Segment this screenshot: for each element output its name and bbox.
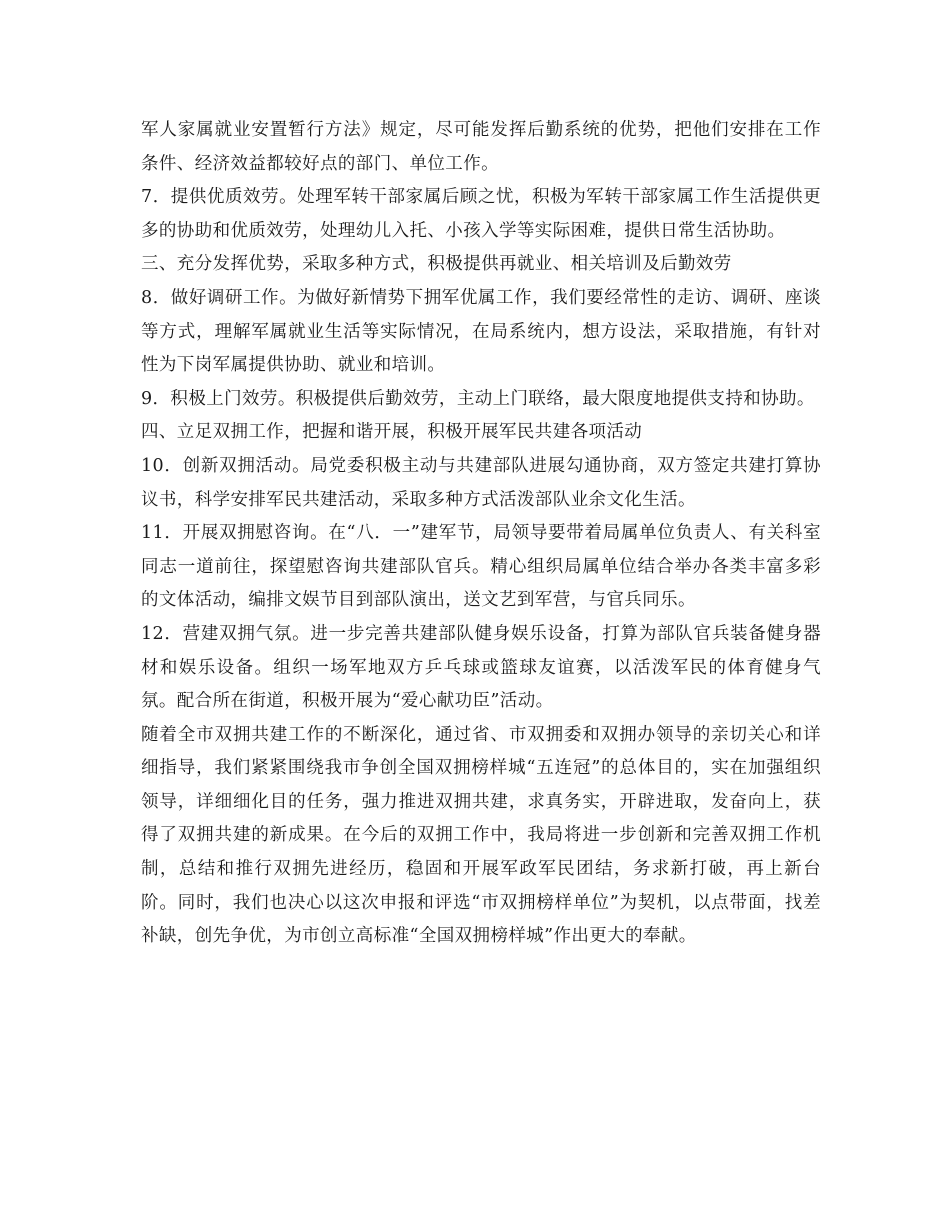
paragraph-item-10: 10．创新双拥活动。局党委积极主动与共建部队进展勾通协商，双方签定共建打算协议书，科学安排军民共建活动，采取多种方式活泼部队业余文化生活。	[141, 455, 821, 510]
paragraph-continuation: 军人家属就业安置暂行方法》规定，尽可能发挥后勤系统的优势，把他们安排在工作条件、经济效益都较好点的部门、单位工作。	[141, 120, 821, 174]
paragraph-item-11: 11．开展双拥慰咨询。在“八．一”建军节，局领导要带着局属单位负责人、有关科室同志一道前往，探望慰咨询共建部队官兵。精心组织局属单位结合举办各类丰富多彩的文体活动，编排文娱节目到部队演出，送文艺到军营，与官兵同乐。	[141, 523, 821, 611]
paragraph-item-8: 8．做好调研工作。为做好新情势下拥军优属工作，我们要经常性的走访、调研、座谈等方式，理解军属就业生活等实际情况，在局系统内，想方设法，采取措施，有针对性为下岗军属提供协助、就业和培训。	[141, 287, 821, 376]
paragraph-item-7: 7．提供优质效劳。处理军转干部家属后顾之忧，积极为军转干部家属工作生活提供更多的协助和优质效劳，处理幼儿入托、小孩入学等实际困难，提供日常生活协助。	[141, 187, 821, 241]
paragraph-item-9: 9．积极上门效劳。积极提供后勤效劳，主动上门联络，最大限度地提供支持和协助。	[141, 388, 815, 409]
paragraph-conclusion: 随着全市双拥共建工作的不断深化，通过省、市双拥委和双拥办领导的亲切关心和详细指导，我们紧紧围绕我市争创全国双拥榜样城“五连冠”的总体目的，实在加强组织领导，详细细化目的任务，强力推进双拥共建，求真务实，开辟进取，发奋向上，获得了双拥共建的新成果。在今后的双拥工作中，我局将进一步创新和完善双拥工作机制，总结和推行双拥先进经历，稳固和开展军政军民团结，务求新打破，再上新台阶。同时，我们也决心以这次申报和评选“市双拥榜样单位”为契机，以点带面，找差补缺，创先争优，为市创立高标准“全国双拥榜样城”作出更大的奉献。	[141, 724, 821, 947]
section-heading-3: 三、充分发挥优势，采取多种方式，积极提供再就业、相关培训及后勤效劳	[141, 254, 732, 275]
paragraph-item-12: 12．营建双拥气氛。进一步完善共建部队健身娱乐设备，打算为部队官兵装备健身器材和娱乐设备。组织一场军地双方乒乓球或篮球友谊赛，以活泼军民的体育健身气氛。配合所在街道，积极开展为“爱心献功臣”活动。	[141, 623, 821, 712]
document-body	[141, 114, 821, 954]
section-heading-4: 四、立足双拥工作，把握和谐开展，积极开展军民共建各项活动	[141, 422, 643, 443]
